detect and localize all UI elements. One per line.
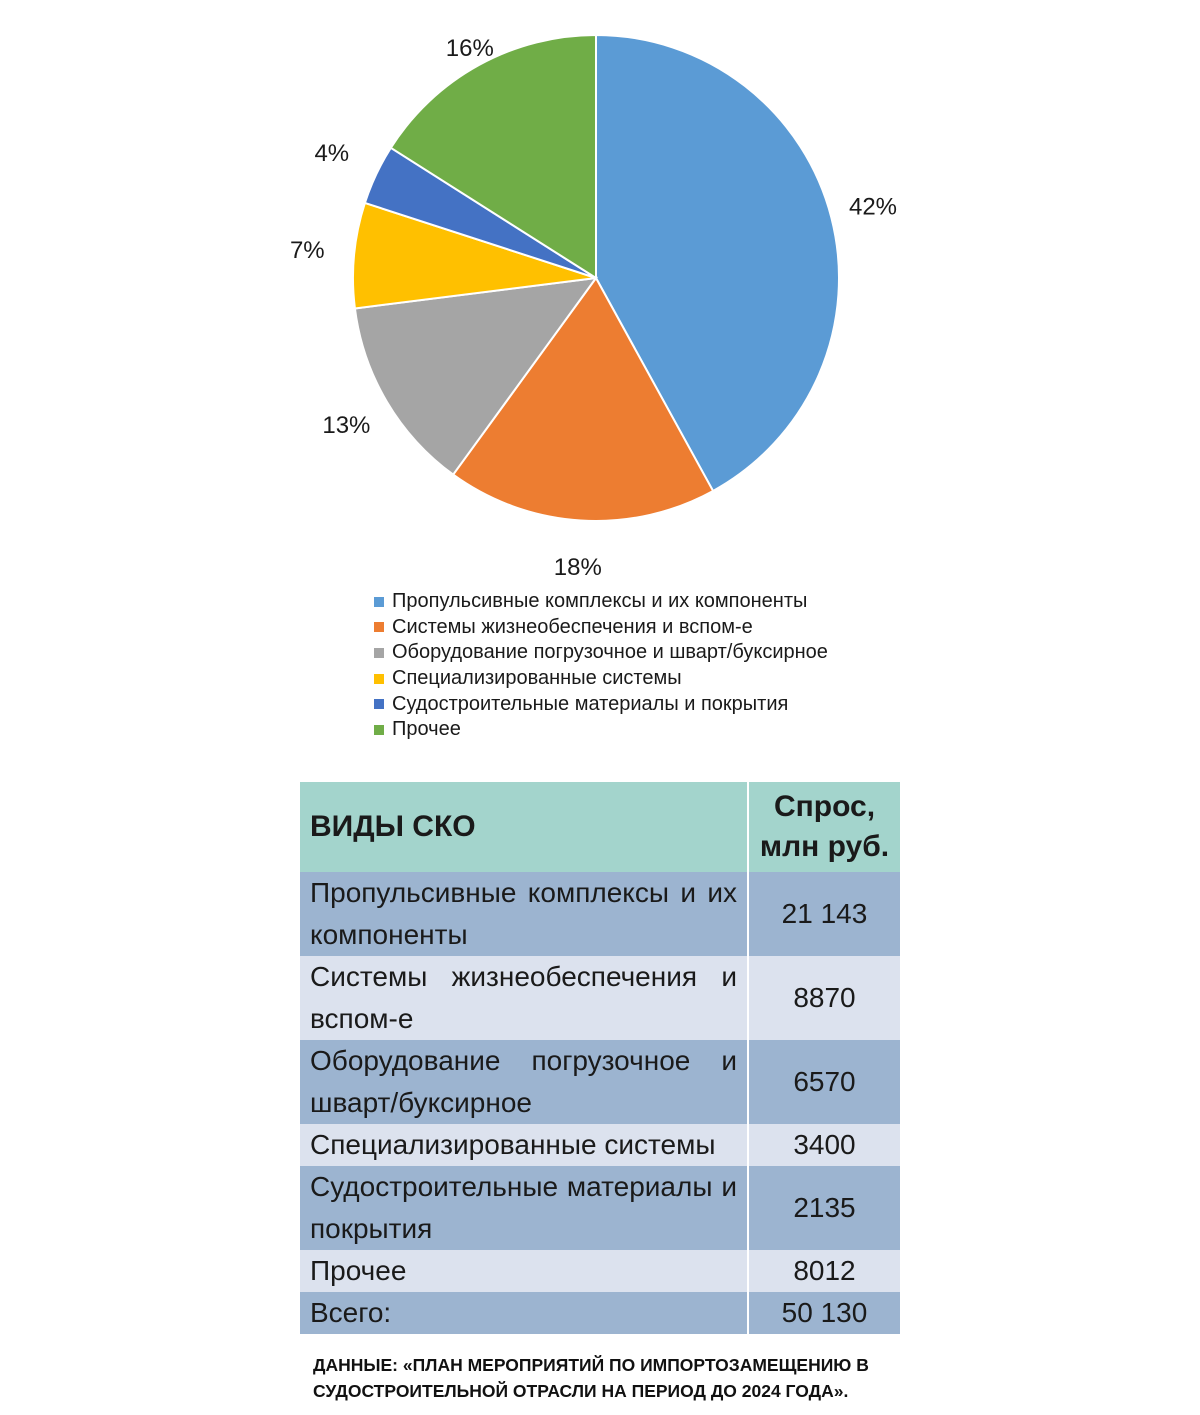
legend-item bbox=[374, 717, 828, 743]
source-note: ДАННЫЕ: «ПЛАН МЕРОПРИЯТИЙ ПО ИМПОРТОЗАМЕЩЕНИЮ В СУДОСТРОИТЕЛЬНОЙ ОТРАСЛИ НА ПЕРИОД ДО 2024 ГОДА». bbox=[313, 1355, 869, 1401]
row-value: 6570 bbox=[748, 1040, 900, 1124]
table-header-row bbox=[300, 782, 900, 872]
legend-swatch bbox=[374, 648, 384, 658]
legend-swatch bbox=[374, 674, 384, 684]
row-name: Оборудование погрузочное и шварт/буксирное bbox=[300, 1040, 748, 1124]
row-name: Системы жизнеобеспечения и вспом-е bbox=[300, 956, 748, 1040]
legend-item bbox=[374, 615, 828, 641]
slice-value-label: 18% bbox=[553, 553, 602, 581]
legend-swatch bbox=[374, 725, 384, 735]
column-header-demand bbox=[748, 782, 900, 872]
chart-legend bbox=[374, 589, 828, 743]
column-header-demand-line1: Спрос, bbox=[773, 790, 876, 823]
row-value: 8012 bbox=[748, 1250, 900, 1292]
legend-label: Прочее bbox=[392, 718, 461, 741]
row-value: 8870 bbox=[748, 956, 900, 1040]
legend-swatch bbox=[374, 597, 384, 607]
column-header-demand-line2: млн руб. bbox=[759, 830, 890, 863]
slice-value-label: 42% bbox=[848, 193, 898, 221]
total-label: Всего: bbox=[300, 1292, 748, 1334]
table-row bbox=[300, 956, 900, 1040]
legend-label: Специализированные системы bbox=[392, 667, 682, 690]
table-row bbox=[300, 1124, 900, 1166]
table-row bbox=[300, 872, 900, 956]
legend-label: Пропульсивные комплексы и их компоненты bbox=[392, 590, 808, 613]
slice-value-label: 13% bbox=[322, 412, 371, 440]
legend-swatch bbox=[374, 699, 384, 709]
legend-label: Оборудование погрузочное и шварт/буксирное bbox=[392, 641, 828, 664]
legend-label: Судостроительные материалы и покрытия bbox=[392, 692, 789, 715]
legend-item bbox=[374, 666, 828, 692]
pie-chart bbox=[0, 0, 1200, 590]
legend-swatch bbox=[374, 622, 384, 632]
slice-value-label: 4% bbox=[314, 140, 350, 168]
slice-value-label: 7% bbox=[289, 237, 325, 265]
slice-value-label: 16% bbox=[445, 34, 494, 62]
table-row bbox=[300, 1166, 900, 1250]
legend-item bbox=[374, 640, 828, 666]
row-name: Прочее bbox=[300, 1250, 748, 1292]
row-name: Пропульсивные комплексы и их компоненты bbox=[300, 872, 748, 956]
row-value: 2135 bbox=[748, 1166, 900, 1250]
row-name: Судостроительные материалы и покрытия bbox=[300, 1166, 748, 1250]
table-row bbox=[300, 1040, 900, 1124]
legend-item bbox=[374, 589, 828, 615]
row-value: 21 143 bbox=[748, 872, 900, 956]
row-value: 3400 bbox=[748, 1124, 900, 1166]
table-total-row bbox=[300, 1292, 900, 1334]
row-name: Специализированные системы bbox=[300, 1124, 748, 1166]
column-header-type: ВИДЫ СКО bbox=[300, 782, 748, 872]
demand-table bbox=[300, 782, 900, 1334]
table-row bbox=[300, 1250, 900, 1292]
legend-item bbox=[374, 691, 828, 717]
total-value: 50 130 bbox=[748, 1292, 900, 1334]
legend-label: Системы жизнеобеспечения и вспом-е bbox=[392, 615, 753, 638]
